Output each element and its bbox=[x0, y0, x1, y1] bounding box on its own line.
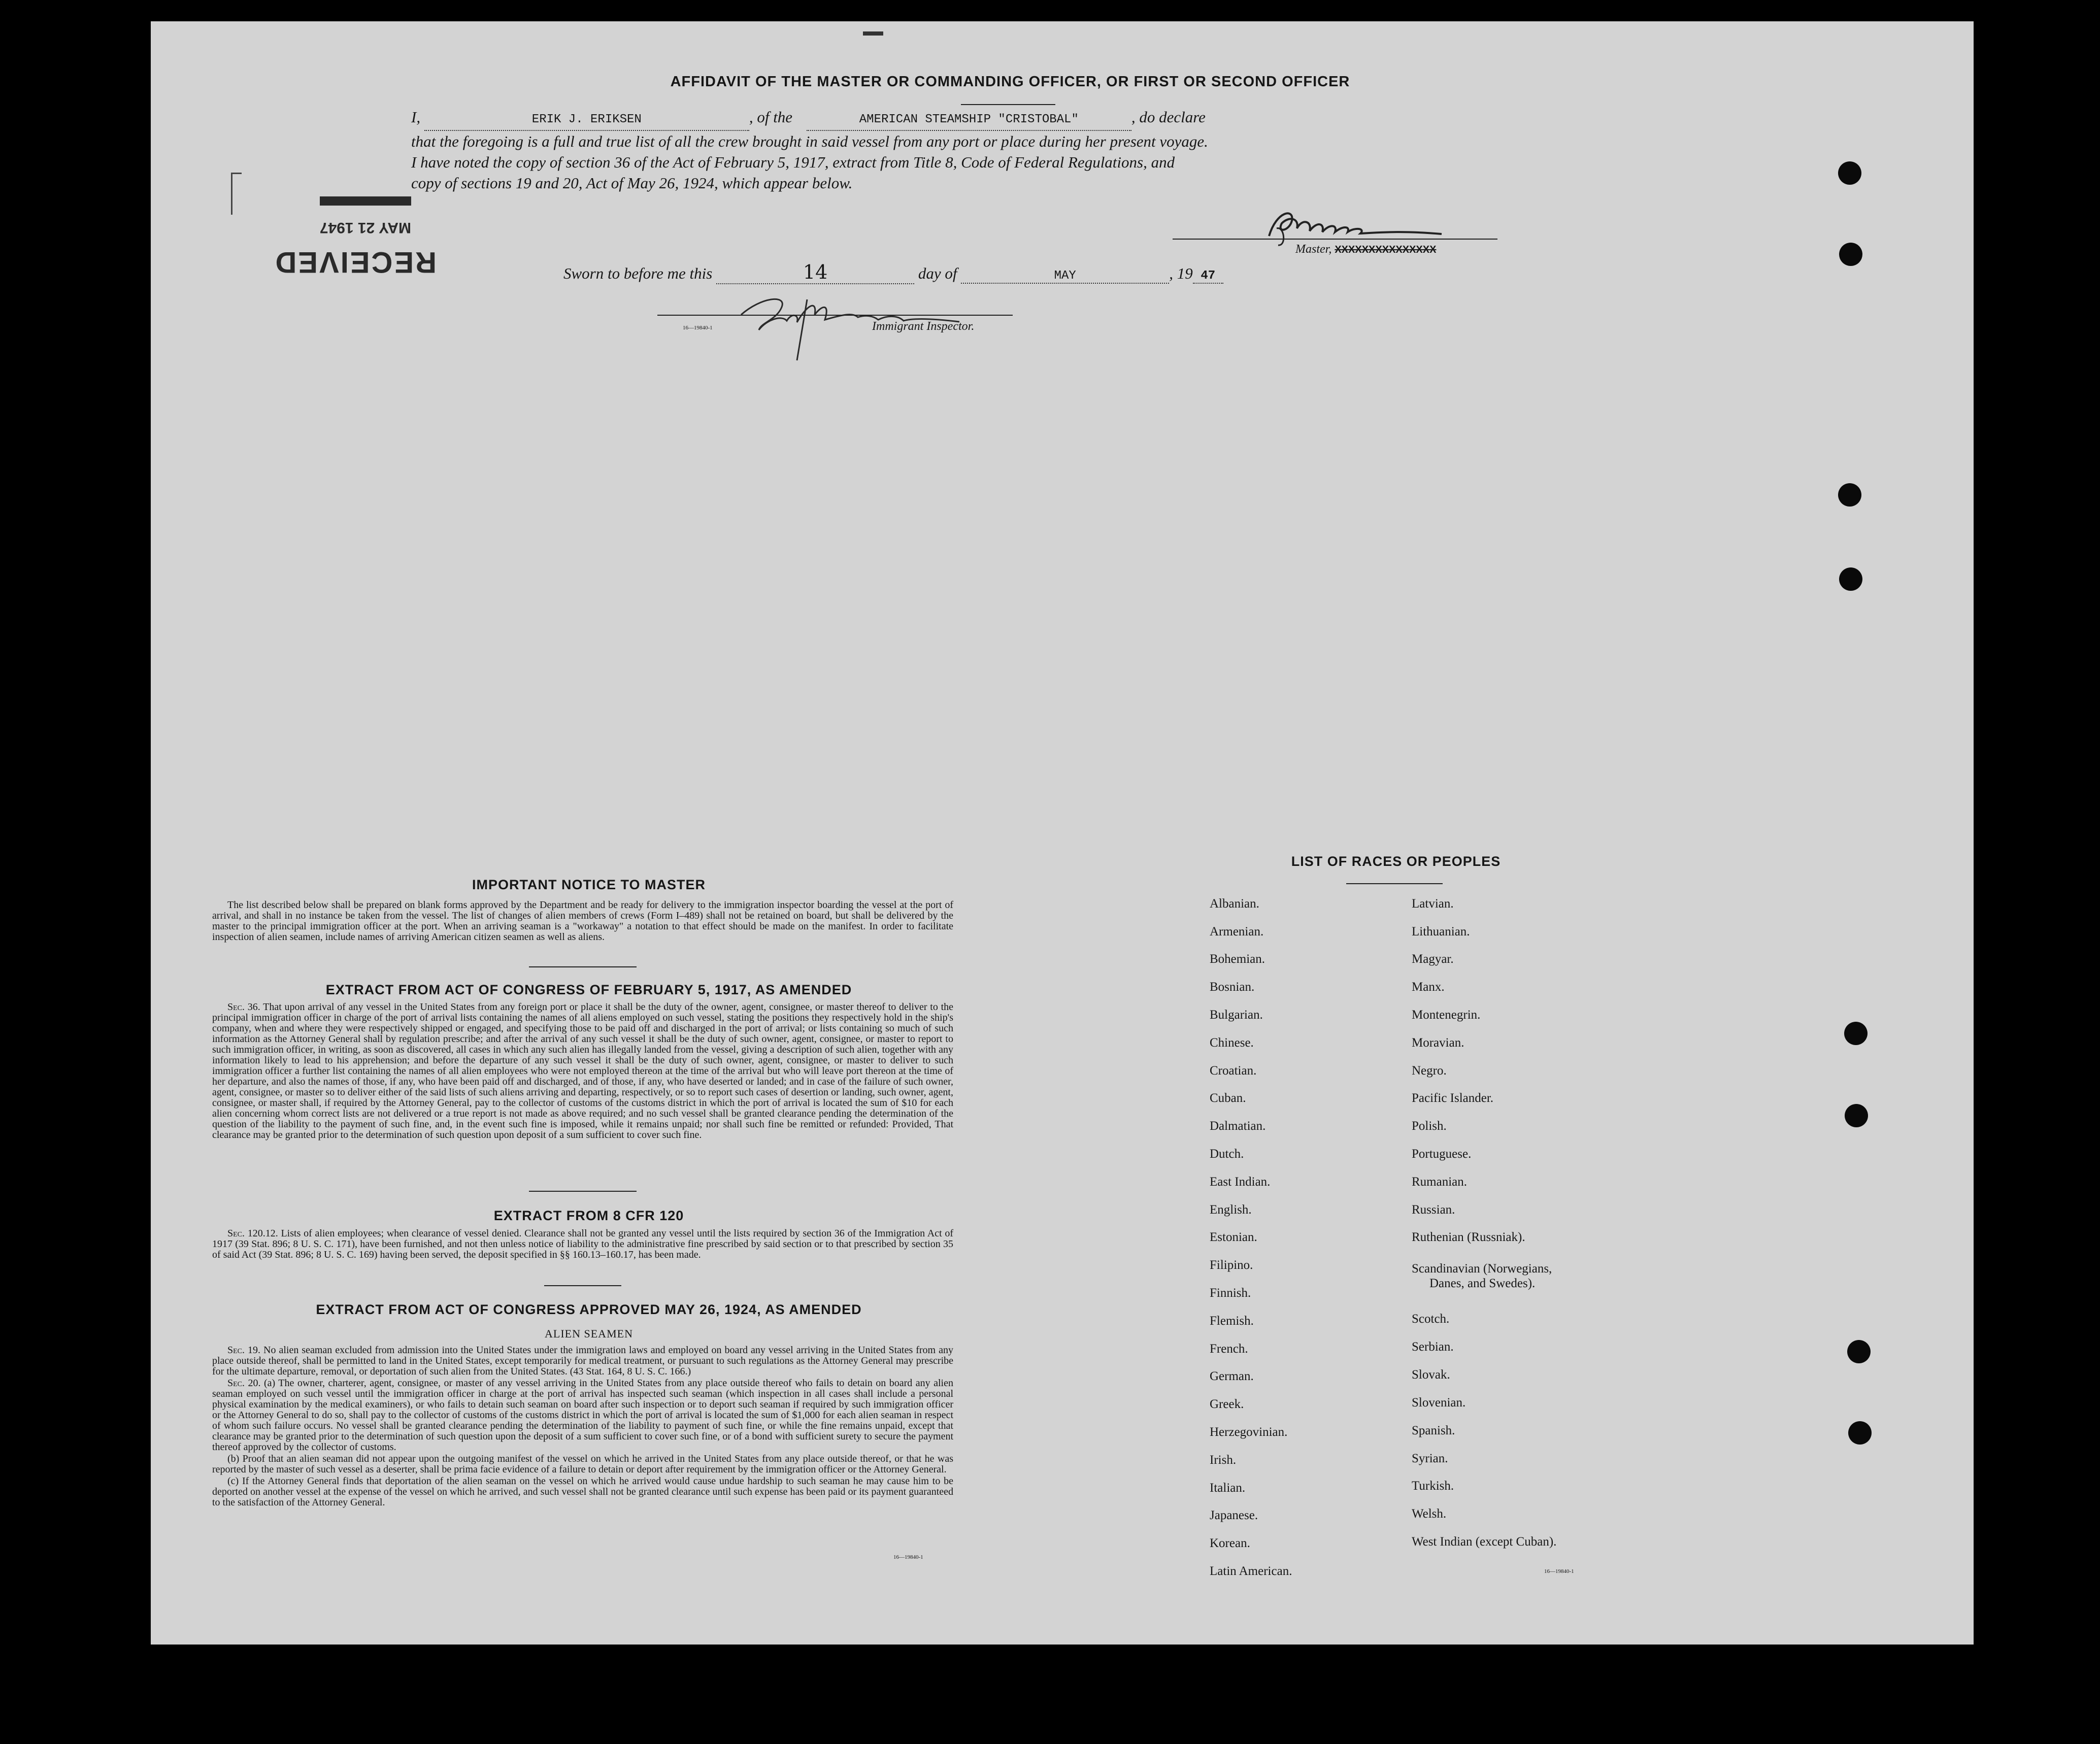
year-prefix: , 19 bbox=[1169, 264, 1193, 282]
race-item: Dalmatian. bbox=[1210, 1119, 1266, 1133]
race-item: Negro. bbox=[1412, 1064, 1447, 1078]
sworn-month-field: MAY bbox=[961, 269, 1169, 284]
stamp-date: MAY 21 1947 bbox=[319, 219, 411, 236]
sec-20a-text: (a) The owner, charterer, agent, consignee, or master of any vessel arriving in the United States from any place outside thereof who fails to detain on board any alien seaman employed on such vessel until the immigration officer in charge at the port of arrival has inspected such seaman (which inspection in all cases shall include a personal physical examination by the medical examiners), or who fails to detain such seaman on board after such inspection or to deport such seaman if required by such immigration officer or the Attorney General to do so, shall pay to the collector of customs of the customs district in which the port of arrival is located the sum of $1,000 for each alien seaman in respect of whom such failure occurs. No vessel shall be granted clearance pending the determination of the liability to payment of such fine, or while the fine remains unpaid, except that clearance may be granted prior to the determination of such question upon the deposit of a sum sufficient to cover such fine, or of a bond with sufficient surety to secure the payment thereof approved by the collector of customs. bbox=[212, 1378, 953, 1453]
sec-20-label: Sec. 20. bbox=[227, 1378, 261, 1389]
race-item: Herzegovinian. bbox=[1210, 1425, 1288, 1439]
race-item: Latvian. bbox=[1412, 897, 1454, 911]
sec-36-text: That upon arrival of any vessel in the United States from any foreign port or place it shall be the duty of the owner, agent, consignee, or master thereof to deliver to the principal immigration officer in charge of the port of arrival lists containing the names of all aliens employed on such vessel, stating the positions they respectively hold in the ship's company, when and where they were respectively shipped or engaged, and specifying those to be paid off and discharged in the port of arrival; or lists containing so much of such information as the Attorney General shall by regulation prescribe; and after the arrival of any such vessel it shall be the duty of such owner, agent, consignee, or master to report to such immigration officer, in writing, as soon as discovered, all cases in which any such alien has illegally landed from the vessel, giving a description of such alien, together with any information likely to lead to his apprehension; and before the departure of any such vessel it shall be the duty of such owner, agent, consignee, or master to deliver to such immigration officer a further list containing the names of all alien employees who were not employed thereon at the time of the arrival but who will leave port thereon at the time of her departure, and also the names of those, if any, who have been paid off and discharged, and of those, if any, who have deserted or landed; and in case of the failure of such owner, agent, consignee, or master so to deliver either of the said lists of such aliens arriving and departing, respectively, or so to report such cases of desertion or landing, such owner, agent, consignee, or master shall, if required by the Attorney General, pay to the collector of customs of the customs district in which the port of arrival is located the sum of $10 for each alien concerning whom correct lists are not delivered or a true report is not made as above required; and no such vessel shall be granted clearance pending the determination of the question of the liability to the payment of such fine, and, in the event such fine is imposed, while it remains unpaid; nor shall such fine be remitted or refunded: Provided, That clearance may be granted prior to the determination of such question upon deposit of a sum sufficient to cover such fine. bbox=[212, 1001, 954, 1141]
race-item: Japanese. bbox=[1210, 1508, 1258, 1522]
race-item: Latin American. bbox=[1210, 1564, 1292, 1578]
race-item: East Indian. bbox=[1210, 1175, 1271, 1189]
punch-hole bbox=[1844, 1022, 1868, 1045]
race-item: Croatian. bbox=[1210, 1064, 1257, 1078]
race-item: French. bbox=[1210, 1342, 1248, 1356]
day-of-label: day of bbox=[918, 264, 957, 282]
race-item: Polish. bbox=[1412, 1119, 1447, 1133]
race-item: Portuguese. bbox=[1412, 1147, 1472, 1161]
master-name-field: ERIK J. ERIKSEN bbox=[424, 109, 749, 131]
affidavit-i: I, bbox=[411, 108, 421, 126]
notice-divider bbox=[529, 966, 637, 967]
race-item: Estonian. bbox=[1210, 1230, 1257, 1244]
race-item: Russian. bbox=[1412, 1203, 1455, 1217]
extract-cfr-title: EXTRACT FROM 8 CFR 120 bbox=[493, 1208, 684, 1223]
race-item: Bohemian. bbox=[1210, 952, 1265, 966]
race-item: Armenian. bbox=[1210, 925, 1264, 938]
stamp-received-text: RECEIVED bbox=[274, 246, 437, 279]
race-item: Moravian. bbox=[1412, 1036, 1464, 1050]
punch-hole bbox=[1839, 567, 1862, 591]
extract-1917-title: EXTRACT FROM ACT OF CONGRESS OF FEBRUARY 5, 1917, AS AMENDED bbox=[325, 982, 852, 997]
race-item: Magyar. bbox=[1412, 952, 1454, 966]
title-divider bbox=[961, 104, 1055, 105]
vessel-name-field: AMERICAN STEAMSHIP "CRISTOBAL" bbox=[807, 109, 1131, 131]
extract-1917-divider bbox=[529, 1191, 637, 1192]
affidavit-line-2: that the foregoing is a full and true list of all the crew brought in said vessel from any port or place during her present voyage. bbox=[411, 132, 1208, 150]
punch-hole bbox=[1838, 483, 1861, 507]
inspector-signature-line bbox=[657, 315, 1013, 316]
master-title-label: Master, bbox=[1295, 243, 1332, 256]
race-item: Cuban. bbox=[1210, 1091, 1246, 1105]
race-item: Italian. bbox=[1210, 1481, 1246, 1495]
race-item: Welsh. bbox=[1412, 1507, 1447, 1521]
sworn-label: Sworn to before me this bbox=[563, 264, 713, 282]
affidavit-line-4: copy of sections 19 and 20, Act of May 26, 1924, which appear below. bbox=[411, 174, 853, 192]
notice-title: IMPORTANT NOTICE TO MASTER bbox=[472, 877, 706, 892]
affidavit-declare: , do declare bbox=[1131, 108, 1206, 126]
alien-seamen-subtitle: ALIEN SEAMEN bbox=[545, 1327, 633, 1340]
race-item: Slovak. bbox=[1412, 1368, 1450, 1382]
punch-hole bbox=[1848, 1421, 1872, 1445]
races-form-number: 16—19840-1 bbox=[1544, 1568, 1574, 1574]
master-title-struck: XXXXXXXXXXXXXXX bbox=[1335, 244, 1437, 255]
sec-19-label: Sec. 19. bbox=[227, 1345, 261, 1356]
inspector-title: Immigrant Inspector. bbox=[872, 320, 975, 333]
top-mark bbox=[863, 31, 883, 36]
affidavit-body bbox=[411, 107, 1497, 193]
race-item: Turkish. bbox=[1412, 1479, 1454, 1493]
affidavit-title: AFFIDAVIT OF THE MASTER OR COMMANDING OFFICER, OR FIRST OR SECOND OFFICER bbox=[670, 74, 1350, 90]
race-item: Rumanian. bbox=[1412, 1175, 1468, 1189]
race-item: Korean. bbox=[1210, 1536, 1250, 1550]
race-item: Serbian. bbox=[1412, 1340, 1454, 1354]
affidavit-line-3: I have noted the copy of section 36 of the Act of February 5, 1917, extract from Title 8, Code of Federal Regulations, and bbox=[411, 153, 1175, 171]
notice-paragraph: The list described below shall be prepared on blank forms approved by the Department and be ready for delivery to the immigration inspector boarding the vessel at the port of arrival, and shall in no instance be taken from the vessel. The list of changes of alien members of crews (Form I–489) shall not be retained on board, but shall be delivered by the master to the principal immigration officer at the port. When an arriving seaman is a "workaway" a notation to that effect should be made on the manifest. In order to facilitate inspection of alien seamen, include names of arriving American citizen seamen as well as aliens. bbox=[212, 899, 953, 943]
sec-20c-text: (c) If the Attorney General finds that deportation of the alien seaman on the vessel on which he arrived would cause undue hardship to such seaman he may cause him to be deported on another vessel at the expense of the vessel on which he arrived, and such vessel shall not be granted clearance until such expense has been paid or its payment guaranteed to the satisfaction of the Attorney General. bbox=[212, 1475, 953, 1508]
race-item: Spanish. bbox=[1412, 1424, 1455, 1437]
races-title: LIST OF RACES OR PEOPLES bbox=[1291, 854, 1501, 869]
race-item: Albanian. bbox=[1210, 897, 1259, 911]
affidavit-of-the: , of the bbox=[749, 108, 793, 126]
races-divider bbox=[1346, 883, 1443, 884]
race-item: Scotch. bbox=[1412, 1312, 1450, 1326]
punch-hole bbox=[1845, 1104, 1868, 1127]
sec-20b-text: (b) Proof that an alien seaman did not appear upon the outgoing manifest of the vessel on which he arrived in the United States from any place outside thereof, or that he was reported by the master of such vessel as a deserter, shall be prima facie evidence of a failure to detain or deport after requirement by the immigration officer or the Attorney General. bbox=[212, 1453, 953, 1475]
sec-19-text: No alien seaman excluded from admission into the United States under the immigration laws and employed on board any vessel arriving in the United States from any place outside thereof, shall be permitted to land in the United States, except temporarily for medical treatment, or pursuant to such regulations as the Attorney General may prescribe for the ultimate departure, removal, or deportation of such alien from the United States. (43 Stat. 164, 8 U. S. C. 166.) bbox=[212, 1345, 953, 1377]
race-item: Flemish. bbox=[1210, 1314, 1254, 1328]
affidavit-form-number: 16—19840-1 bbox=[683, 325, 713, 331]
race-item: Bulgarian. bbox=[1210, 1008, 1263, 1022]
extract-cfr-divider bbox=[544, 1285, 621, 1286]
stamp-office-bar bbox=[320, 196, 411, 206]
race-item: Filipino. bbox=[1210, 1258, 1253, 1272]
master-signature-line bbox=[1173, 239, 1497, 240]
extract-1917-text bbox=[212, 1002, 953, 1142]
race-item: Dutch. bbox=[1210, 1147, 1244, 1161]
race-item: West Indian (except Cuban). bbox=[1412, 1535, 1557, 1549]
year-field: 47 bbox=[1193, 269, 1223, 284]
punch-hole bbox=[1838, 161, 1861, 185]
race-item: Chinese. bbox=[1210, 1036, 1254, 1050]
extract-1924-text bbox=[212, 1345, 953, 1509]
punch-hole bbox=[1839, 243, 1862, 266]
sworn-day-field: 14 bbox=[716, 261, 914, 284]
race-item: Irish. bbox=[1210, 1453, 1237, 1467]
race-item: English. bbox=[1210, 1203, 1252, 1217]
sec-120-text: Lists of alien employees; when clearance of vessel denied. Clearance shall not be granted any vessel until the lists required by section 36 of the Immigration Act of 1917 (39 Stat. 896; 8 U. S. C. 171), have been furnished, and not then unless notice of liability to the administrative fine prescribed by said section or to that prescribed by section 35 of said Act (39 Stat. 896; 8 U. S. C. 169) having been served, the deposit specified in §§ 160.13–160.17, has been made. bbox=[212, 1228, 954, 1260]
race-item: Danes, and Swedes). bbox=[1429, 1277, 1536, 1290]
race-item: Lithuanian. bbox=[1412, 925, 1470, 938]
punch-hole bbox=[1847, 1340, 1871, 1363]
race-item: Pacific Islander. bbox=[1412, 1091, 1494, 1105]
race-item: Montenegrin. bbox=[1412, 1008, 1481, 1022]
race-item: Finnish. bbox=[1210, 1286, 1251, 1300]
race-item: Syrian. bbox=[1412, 1452, 1448, 1465]
race-item: Bosnian. bbox=[1210, 980, 1255, 994]
stamp-bracket bbox=[231, 173, 242, 215]
race-item: Greek. bbox=[1210, 1397, 1244, 1411]
race-item: Scandinavian (Norwegians, bbox=[1412, 1262, 1552, 1276]
race-item: Ruthenian (Russniak). bbox=[1412, 1230, 1525, 1244]
notice-text bbox=[212, 900, 953, 944]
extract-cfr-text bbox=[212, 1228, 953, 1261]
sworn-line bbox=[563, 261, 1223, 284]
race-item: Manx. bbox=[1412, 980, 1445, 994]
sec-120-label: Sec. 120.12. bbox=[227, 1228, 278, 1239]
sec-36-label: Sec. 36. bbox=[227, 1001, 260, 1013]
extract-1924-title: EXTRACT FROM ACT OF CONGRESS APPROVED MAY 26, 1924, AS AMENDED bbox=[316, 1302, 862, 1317]
extract-form-number: 16—19840-1 bbox=[893, 1554, 923, 1560]
race-item: Slovenian. bbox=[1412, 1396, 1466, 1410]
master-title bbox=[1295, 243, 1436, 256]
race-item: German. bbox=[1210, 1369, 1254, 1383]
